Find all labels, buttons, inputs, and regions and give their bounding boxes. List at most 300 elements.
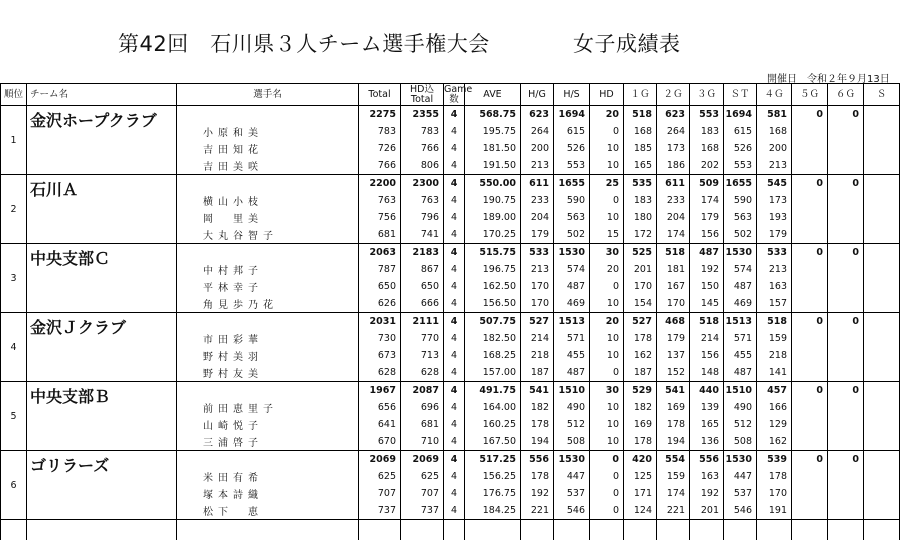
team-total: 2200 xyxy=(359,175,401,193)
player-games: 4 xyxy=(444,157,465,175)
player-st: 512 xyxy=(724,416,757,433)
team-ave: 491.75 xyxy=(465,382,521,400)
team-g4: 457 xyxy=(757,382,792,400)
player-hd: 20 xyxy=(590,261,624,278)
team-g4: 545 xyxy=(757,175,792,193)
empty-cell xyxy=(757,520,792,540)
player-g7 xyxy=(864,330,900,347)
results-table xyxy=(0,83,900,540)
team-hd: 30 xyxy=(590,382,624,400)
player-g1: 182 xyxy=(624,399,657,416)
player-hdc-total: 741 xyxy=(401,226,444,244)
player-g5 xyxy=(792,399,828,416)
player-g3: 192 xyxy=(690,485,724,502)
player-hd: 0 xyxy=(590,485,624,502)
player-ave: 168.25 xyxy=(465,347,521,364)
team-g7 xyxy=(864,175,900,193)
player-g3: 174 xyxy=(690,192,724,209)
player-g6 xyxy=(828,399,864,416)
empty-cell xyxy=(177,520,359,540)
team-hd: 20 xyxy=(590,313,624,331)
team-g4: 539 xyxy=(757,451,792,469)
player-g6 xyxy=(828,278,864,295)
player-g2: 167 xyxy=(657,278,690,295)
player-hs: 615 xyxy=(554,123,590,140)
player-total: 737 xyxy=(359,502,401,520)
player-ave: 184.25 xyxy=(465,502,521,520)
team-games: 4 xyxy=(444,106,465,124)
player-hdc-total: 783 xyxy=(401,123,444,140)
team-hs: 1530 xyxy=(554,244,590,262)
team-hs: 1655 xyxy=(554,175,590,193)
team-g6: 0 xyxy=(828,175,864,193)
team-g2: 541 xyxy=(657,382,690,400)
player-hg: 200 xyxy=(521,140,554,157)
team-ave: 515.75 xyxy=(465,244,521,262)
player-g2: 264 xyxy=(657,123,690,140)
player-hdc-total: 770 xyxy=(401,330,444,347)
header-games xyxy=(444,84,465,106)
player-games: 4 xyxy=(444,226,465,244)
team-name: 中央支部Ｂ xyxy=(27,382,177,451)
team-g3: 509 xyxy=(690,175,724,193)
team-rank: 2 xyxy=(1,175,27,244)
player-hdc-total: 707 xyxy=(401,485,444,502)
player-name: 小原和美 xyxy=(177,123,359,140)
player-games: 4 xyxy=(444,502,465,520)
player-total: 763 xyxy=(359,192,401,209)
player-hg: 170 xyxy=(521,295,554,313)
player-g4: 141 xyxy=(757,364,792,382)
team-rank: 6 xyxy=(1,451,27,520)
header-row xyxy=(1,84,900,106)
team-name: 石川Ａ xyxy=(27,175,177,244)
player-g1: 169 xyxy=(624,416,657,433)
team-games: 4 xyxy=(444,244,465,262)
player-total: 626 xyxy=(359,295,401,313)
player-total: 628 xyxy=(359,364,401,382)
player-name: 角見歩乃花 xyxy=(177,295,359,313)
player-total: 730 xyxy=(359,330,401,347)
player-g1: 125 xyxy=(624,468,657,485)
player-hg: 194 xyxy=(521,433,554,451)
team-st: 1513 xyxy=(724,313,757,331)
empty-cell xyxy=(724,520,757,540)
team-ave: 550.00 xyxy=(465,175,521,193)
player-hd: 0 xyxy=(590,192,624,209)
empty-cell xyxy=(521,520,554,540)
player-hdc-total: 766 xyxy=(401,140,444,157)
player-g2: 170 xyxy=(657,295,690,313)
player-hg: 213 xyxy=(521,261,554,278)
player-hd: 10 xyxy=(590,295,624,313)
team-g1: 420 xyxy=(624,451,657,469)
team-games: 4 xyxy=(444,313,465,331)
player-hs: 508 xyxy=(554,433,590,451)
team-g6: 0 xyxy=(828,106,864,124)
player-hs: 590 xyxy=(554,192,590,209)
player-g3: 201 xyxy=(690,502,724,520)
player-hg: 178 xyxy=(521,468,554,485)
player-hd: 10 xyxy=(590,330,624,347)
team-hs: 1513 xyxy=(554,313,590,331)
player-hg: 221 xyxy=(521,502,554,520)
player-g7 xyxy=(864,123,900,140)
player-hs: 574 xyxy=(554,261,590,278)
player-total: 707 xyxy=(359,485,401,502)
player-hs: 512 xyxy=(554,416,590,433)
player-st: 469 xyxy=(724,295,757,313)
player-name: 吉田知花 xyxy=(177,140,359,157)
player-hd: 10 xyxy=(590,399,624,416)
player-st: 455 xyxy=(724,347,757,364)
player-g1: 170 xyxy=(624,278,657,295)
player-g5 xyxy=(792,123,828,140)
player-st: 508 xyxy=(724,433,757,451)
player-g3: 214 xyxy=(690,330,724,347)
player-name: 前田恵里子 xyxy=(177,399,359,416)
player-g2: 173 xyxy=(657,140,690,157)
team-g7 xyxy=(864,451,900,469)
team-g4: 581 xyxy=(757,106,792,124)
player-g5 xyxy=(792,416,828,433)
team-name: ゴリラーズ xyxy=(27,451,177,520)
player-g6 xyxy=(828,123,864,140)
team-hs: 1530 xyxy=(554,451,590,469)
player-g3: 145 xyxy=(690,295,724,313)
player-g2: 181 xyxy=(657,261,690,278)
player-hg: 213 xyxy=(521,157,554,175)
player-g5 xyxy=(792,278,828,295)
player-g5 xyxy=(792,468,828,485)
team-hd: 25 xyxy=(590,175,624,193)
team-g1: 529 xyxy=(624,382,657,400)
player-hs: 487 xyxy=(554,364,590,382)
player-hg: 192 xyxy=(521,485,554,502)
team-player-spacer xyxy=(177,451,359,469)
empty-cell xyxy=(554,520,590,540)
header-total: Total xyxy=(359,84,401,106)
player-ave: 157.00 xyxy=(465,364,521,382)
player-total: 625 xyxy=(359,468,401,485)
team-row xyxy=(1,451,900,469)
player-g4: 129 xyxy=(757,416,792,433)
team-hdc-total: 2355 xyxy=(401,106,444,124)
player-hg: 170 xyxy=(521,278,554,295)
player-g6 xyxy=(828,364,864,382)
player-games: 4 xyxy=(444,123,465,140)
player-hg: 187 xyxy=(521,364,554,382)
team-hdc-total: 2300 xyxy=(401,175,444,193)
player-ave: 167.50 xyxy=(465,433,521,451)
player-g2: 152 xyxy=(657,364,690,382)
team-g1: 525 xyxy=(624,244,657,262)
team-name: 金沢Ｊクラブ xyxy=(27,313,177,382)
team-g7 xyxy=(864,244,900,262)
player-ave: 182.50 xyxy=(465,330,521,347)
empty-row xyxy=(1,520,900,540)
player-games: 4 xyxy=(444,347,465,364)
player-hd: 10 xyxy=(590,347,624,364)
player-ave: 176.75 xyxy=(465,485,521,502)
team-games: 4 xyxy=(444,382,465,400)
team-g5: 0 xyxy=(792,175,828,193)
player-g7 xyxy=(864,433,900,451)
player-ave: 191.50 xyxy=(465,157,521,175)
player-g6 xyxy=(828,140,864,157)
header-g4: ４Ｇ xyxy=(757,84,792,106)
player-g6 xyxy=(828,330,864,347)
player-g7 xyxy=(864,261,900,278)
player-hdc-total: 763 xyxy=(401,192,444,209)
player-g6 xyxy=(828,416,864,433)
player-g7 xyxy=(864,485,900,502)
player-g3: 192 xyxy=(690,261,724,278)
player-st: 553 xyxy=(724,157,757,175)
results-body xyxy=(1,106,900,540)
player-hdc-total: 710 xyxy=(401,433,444,451)
header-player: 選手名 xyxy=(177,84,359,106)
player-total: 670 xyxy=(359,433,401,451)
player-total: 766 xyxy=(359,157,401,175)
player-g2: 178 xyxy=(657,416,690,433)
player-g5 xyxy=(792,295,828,313)
team-g5: 0 xyxy=(792,313,828,331)
team-row xyxy=(1,244,900,262)
player-st: 574 xyxy=(724,261,757,278)
tournament-title: 第42回 石川県３人チーム選手権大会 xyxy=(118,28,490,58)
player-g7 xyxy=(864,192,900,209)
player-g6 xyxy=(828,485,864,502)
player-g7 xyxy=(864,226,900,244)
player-g5 xyxy=(792,502,828,520)
player-g5 xyxy=(792,485,828,502)
empty-cell xyxy=(690,520,724,540)
team-row xyxy=(1,382,900,400)
player-g6 xyxy=(828,192,864,209)
header-st: ＳＴ xyxy=(724,84,757,106)
team-hdc-total: 2111 xyxy=(401,313,444,331)
player-g1: 183 xyxy=(624,192,657,209)
player-hs: 537 xyxy=(554,485,590,502)
player-games: 4 xyxy=(444,330,465,347)
empty-cell xyxy=(465,520,521,540)
player-st: 487 xyxy=(724,364,757,382)
player-g6 xyxy=(828,347,864,364)
player-games: 4 xyxy=(444,278,465,295)
team-g3: 518 xyxy=(690,313,724,331)
empty-cell xyxy=(792,520,828,540)
player-games: 4 xyxy=(444,468,465,485)
player-total: 656 xyxy=(359,399,401,416)
event-date: 開催日 令和２年９月13日 xyxy=(767,70,890,85)
player-hs: 502 xyxy=(554,226,590,244)
player-hs: 526 xyxy=(554,140,590,157)
player-g3: 136 xyxy=(690,433,724,451)
header-g7: Ｓ xyxy=(864,84,900,106)
player-g7 xyxy=(864,364,900,382)
player-ave: 160.25 xyxy=(465,416,521,433)
player-g3: 150 xyxy=(690,278,724,295)
player-g4: 173 xyxy=(757,192,792,209)
empty-cell xyxy=(27,520,177,540)
player-name: 松下 恵 xyxy=(177,502,359,520)
player-st: 615 xyxy=(724,123,757,140)
team-g1: 527 xyxy=(624,313,657,331)
player-name: 平林幸子 xyxy=(177,278,359,295)
team-st: 1530 xyxy=(724,451,757,469)
player-hdc-total: 625 xyxy=(401,468,444,485)
player-g7 xyxy=(864,399,900,416)
player-total: 756 xyxy=(359,209,401,226)
team-st: 1510 xyxy=(724,382,757,400)
player-hs: 553 xyxy=(554,157,590,175)
player-name: 大丸谷智子 xyxy=(177,226,359,244)
player-hdc-total: 696 xyxy=(401,399,444,416)
player-g6 xyxy=(828,157,864,175)
team-total: 1967 xyxy=(359,382,401,400)
header-hs: H/S xyxy=(554,84,590,106)
player-games: 4 xyxy=(444,485,465,502)
team-hd: 20 xyxy=(590,106,624,124)
player-g6 xyxy=(828,209,864,226)
player-games: 4 xyxy=(444,433,465,451)
header-g3: ３Ｇ xyxy=(690,84,724,106)
team-st: 1694 xyxy=(724,106,757,124)
player-g4: 178 xyxy=(757,468,792,485)
empty-cell xyxy=(359,520,401,540)
player-g4: 200 xyxy=(757,140,792,157)
player-g4: 163 xyxy=(757,278,792,295)
team-name: 中央支部Ｃ xyxy=(27,244,177,313)
team-hg: 623 xyxy=(521,106,554,124)
player-g2: 137 xyxy=(657,347,690,364)
player-st: 490 xyxy=(724,399,757,416)
team-g4: 518 xyxy=(757,313,792,331)
player-g3: 148 xyxy=(690,364,724,382)
player-g5 xyxy=(792,364,828,382)
team-g7 xyxy=(864,382,900,400)
player-hd: 10 xyxy=(590,416,624,433)
team-hdc-total: 2069 xyxy=(401,451,444,469)
player-hg: 204 xyxy=(521,209,554,226)
player-st: 563 xyxy=(724,209,757,226)
team-g2: 468 xyxy=(657,313,690,331)
empty-cell xyxy=(624,520,657,540)
player-g1: 168 xyxy=(624,123,657,140)
team-g5: 0 xyxy=(792,382,828,400)
player-g7 xyxy=(864,278,900,295)
team-ave: 568.75 xyxy=(465,106,521,124)
player-g4: 170 xyxy=(757,485,792,502)
player-g6 xyxy=(828,226,864,244)
team-g5: 0 xyxy=(792,451,828,469)
team-g5: 0 xyxy=(792,244,828,262)
team-g2: 554 xyxy=(657,451,690,469)
player-hd: 0 xyxy=(590,123,624,140)
header-team: チーム名 xyxy=(27,84,177,106)
header-hdc-total xyxy=(401,84,444,106)
empty-cell xyxy=(657,520,690,540)
player-st: 537 xyxy=(724,485,757,502)
player-games: 4 xyxy=(444,209,465,226)
player-hg: 214 xyxy=(521,330,554,347)
team-rank: 5 xyxy=(1,382,27,451)
team-hg: 527 xyxy=(521,313,554,331)
player-g6 xyxy=(828,295,864,313)
team-rank: 4 xyxy=(1,313,27,382)
player-hdc-total: 867 xyxy=(401,261,444,278)
player-g1: 185 xyxy=(624,140,657,157)
player-hs: 487 xyxy=(554,278,590,295)
team-player-spacer xyxy=(177,106,359,124)
player-g3: 165 xyxy=(690,416,724,433)
player-g3: 156 xyxy=(690,226,724,244)
player-games: 4 xyxy=(444,192,465,209)
player-games: 4 xyxy=(444,261,465,278)
player-g4: 218 xyxy=(757,347,792,364)
empty-cell xyxy=(1,520,27,540)
player-g1: 178 xyxy=(624,330,657,347)
player-st: 546 xyxy=(724,502,757,520)
player-g4: 191 xyxy=(757,502,792,520)
player-hs: 469 xyxy=(554,295,590,313)
player-g3: 156 xyxy=(690,347,724,364)
player-total: 783 xyxy=(359,123,401,140)
team-player-spacer xyxy=(177,244,359,262)
player-g4: 213 xyxy=(757,157,792,175)
player-hdc-total: 650 xyxy=(401,278,444,295)
player-st: 526 xyxy=(724,140,757,157)
player-total: 681 xyxy=(359,226,401,244)
player-g1: 162 xyxy=(624,347,657,364)
player-g4: 213 xyxy=(757,261,792,278)
team-player-spacer xyxy=(177,382,359,400)
team-hdc-total: 2183 xyxy=(401,244,444,262)
player-g7 xyxy=(864,157,900,175)
team-g7 xyxy=(864,106,900,124)
player-hdc-total: 628 xyxy=(401,364,444,382)
player-g4: 157 xyxy=(757,295,792,313)
player-g3: 183 xyxy=(690,123,724,140)
player-hdc-total: 713 xyxy=(401,347,444,364)
player-ave: 162.50 xyxy=(465,278,521,295)
team-ave: 517.25 xyxy=(465,451,521,469)
player-g5 xyxy=(792,157,828,175)
player-hs: 455 xyxy=(554,347,590,364)
player-g5 xyxy=(792,347,828,364)
player-g5 xyxy=(792,433,828,451)
team-g3: 556 xyxy=(690,451,724,469)
player-ave: 189.00 xyxy=(465,209,521,226)
player-g6 xyxy=(828,468,864,485)
player-g4: 159 xyxy=(757,330,792,347)
team-g4: 533 xyxy=(757,244,792,262)
header-rank: 順位 xyxy=(1,84,27,106)
empty-cell xyxy=(590,520,624,540)
team-g2: 623 xyxy=(657,106,690,124)
player-g1: 124 xyxy=(624,502,657,520)
team-hd: 30 xyxy=(590,244,624,262)
player-g4: 166 xyxy=(757,399,792,416)
team-g7 xyxy=(864,313,900,331)
team-hg: 533 xyxy=(521,244,554,262)
player-games: 4 xyxy=(444,364,465,382)
player-games: 4 xyxy=(444,416,465,433)
player-total: 673 xyxy=(359,347,401,364)
player-g4: 162 xyxy=(757,433,792,451)
player-g1: 154 xyxy=(624,295,657,313)
